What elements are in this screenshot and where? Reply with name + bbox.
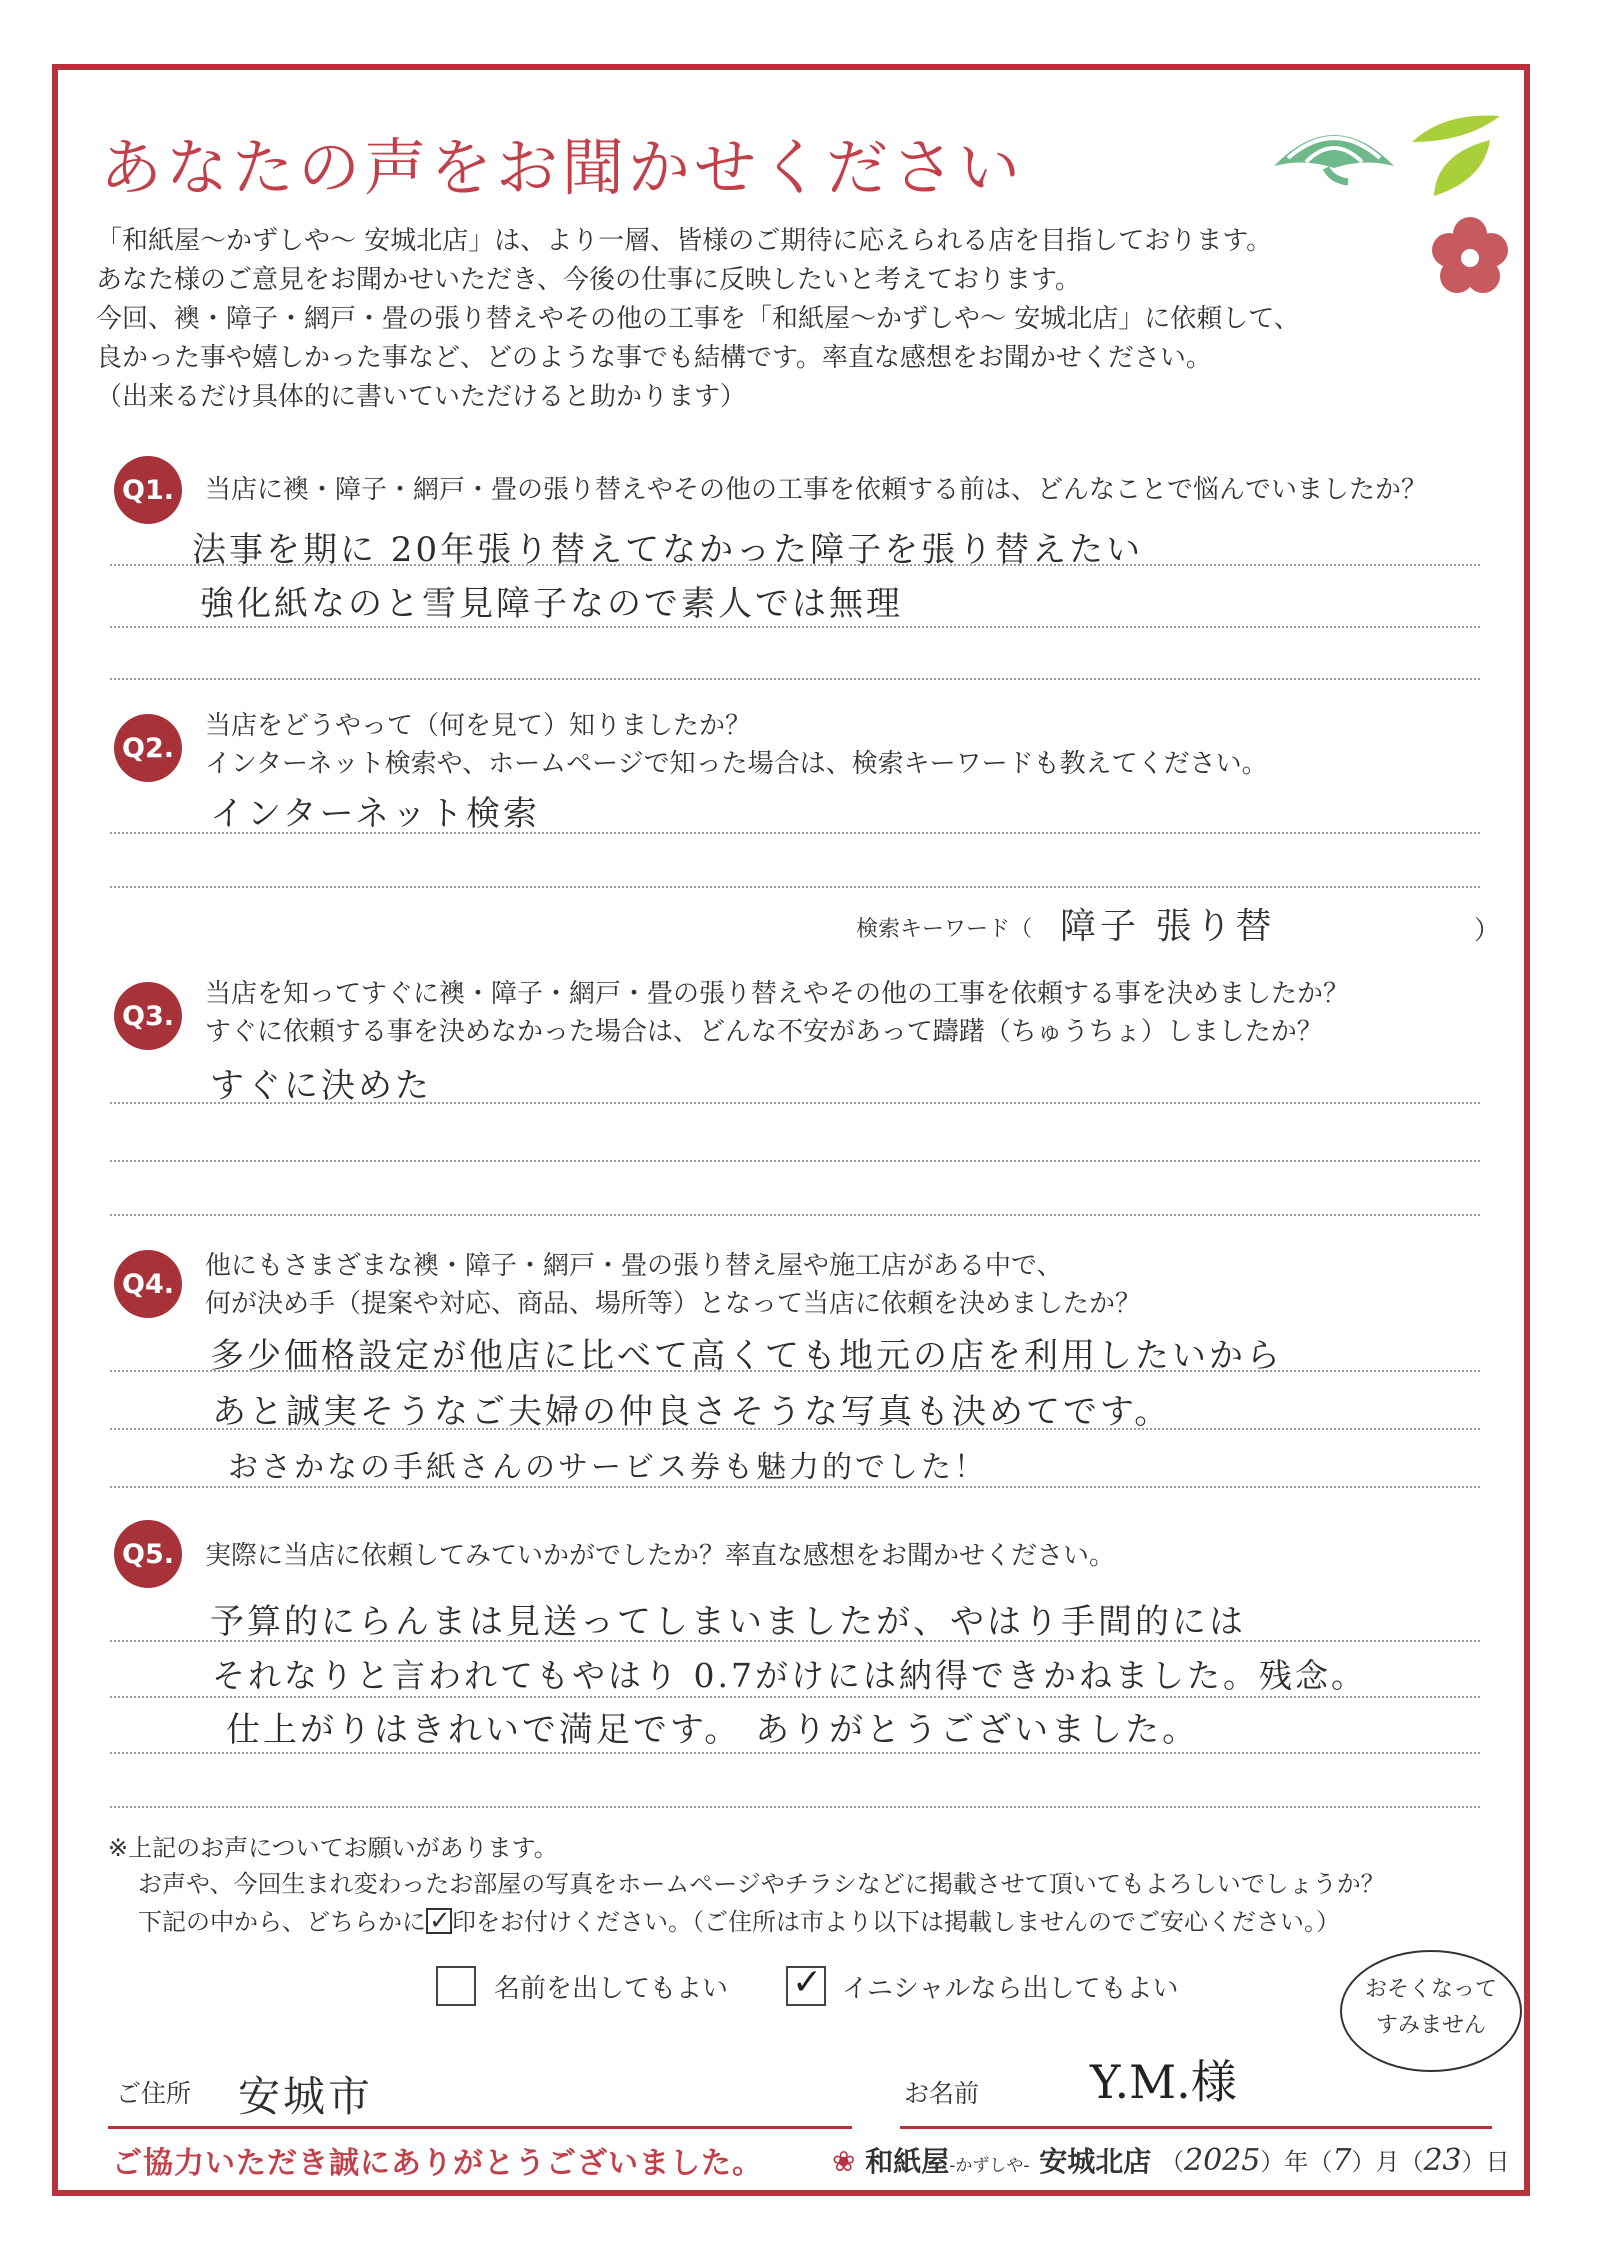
intro-line: あなた様のご意見をお聞かせいただき、今後の仕事に反映したいと考えております。: [96, 265, 1081, 295]
date-field: （2025）年（7）月（23）日: [1160, 2143, 1510, 2178]
q4-question: 他にもさまざまな襖・障子・網戸・畳の張り替え屋や施工店がある中で、: [205, 1251, 1063, 1281]
store-logo-icon: ❀: [832, 2145, 856, 2178]
q1-answer-line: 法事を期に 20年張り替えてなかった障子を張り替えたい: [192, 530, 1144, 570]
q1-badge: Q1.: [114, 456, 182, 524]
answer-rule: [110, 1696, 1480, 1698]
consent-note-part: 下記の中から、どちらかに: [138, 1908, 426, 1936]
answer-rule: [110, 1428, 1480, 1430]
q5-badge: Q5.: [114, 1520, 182, 1588]
apology-bubble: [1340, 1950, 1522, 2072]
keyword-label: 検索キーワード（: [856, 917, 1033, 942]
name-value: Y.M.様: [1090, 2055, 1237, 2109]
answer-rule: [110, 1486, 1480, 1488]
pine-icon: [1268, 108, 1400, 188]
q4-answer-line: あと誠実そうなご夫婦の仲良さそうな写真も決めてです。: [212, 1392, 1172, 1432]
option-label-initials-ok: イニシャルなら出してもよい: [842, 1974, 1179, 2004]
checkbox-name-ok[interactable]: [436, 1966, 476, 2006]
day-unit: 日: [1485, 2148, 1510, 2176]
q3-question: 当店を知ってすぐに襖・障子・網戸・畳の張り替えやその他の工事を依頼する事を決めましたか？: [205, 979, 1350, 1009]
check-mark-icon: [426, 1908, 452, 1934]
q5-question: 実際に当店に依頼してみていかがでしたか？率直な感想をお聞かせください。: [205, 1541, 1116, 1571]
name-label: お名前: [904, 2079, 980, 2108]
answer-rule: [110, 1102, 1480, 1104]
intro-line: 良かった事や嬉しかった事など、どのような事でも結構です。率直な感想をお聞かせください。: [96, 343, 1212, 373]
q3-answer-line: すぐに決めた: [210, 1066, 432, 1106]
q5-answer-line: 仕上がりはきれいで満足です。 ありがとうございました。: [226, 1710, 1200, 1750]
month-unit: 月: [1375, 2148, 1400, 2176]
plum-blossom-icon: [1428, 214, 1512, 298]
logo-main: 和紙屋: [865, 2145, 950, 2178]
date-month: 7: [1332, 2143, 1352, 2178]
consent-note: お声や、今回生まれ変わったお部屋の写真をホームページやチラシなどに掲載させて頂いてもよろしいでしょうか？: [138, 1870, 1385, 1898]
intro-text: [96, 222, 1416, 417]
keyword-close: ）: [1474, 916, 1501, 946]
answer-rule: [110, 1370, 1480, 1372]
q2-question: 当店をどうやって（何を見て）知りましたか？: [205, 711, 752, 741]
intro-line: 今回、襖・障子・網戸・畳の張り替えやその他の工事を「和紙屋〜かずしや〜 安城北店」に依頼して、: [96, 304, 1300, 334]
answer-rule: [110, 564, 1480, 566]
option-label-name-ok: 名前を出してもよい: [494, 1974, 729, 2004]
answer-rule: [110, 1806, 1480, 1808]
checkbox-initials-ok[interactable]: [786, 1966, 826, 2006]
answer-rule: [110, 1214, 1480, 1216]
logo-store: 安城北店: [1039, 2145, 1152, 2178]
address-value: 安城市: [238, 2072, 374, 2121]
q5-answer-line: それなりと言われてもやはり 0.7がけには納得できかねました。残念。: [212, 1656, 1367, 1695]
answer-rule: [110, 1640, 1480, 1642]
bubble-line: おそくなって: [1364, 1977, 1497, 2002]
q4-answer-line: 多少価格設定が他店に比べて高くても地元の店を利用したいから: [210, 1336, 1283, 1376]
store-logo: [832, 2140, 1151, 2180]
q4-badge: Q4.: [114, 1250, 182, 1318]
keyword-value: 障子 張り替: [1060, 906, 1276, 947]
answer-rule: [110, 678, 1480, 680]
date-year: 2025: [1184, 2143, 1261, 2178]
consent-note-part: 印をお付けください。（ご住所は市より以下は掲載しませんのでご安心ください。）: [452, 1908, 1340, 1936]
intro-line: 「和紙屋〜かずしや〜 安城北店」は、より一層、皆様のご期待に応えられる店を目指しております。: [96, 226, 1273, 256]
answer-rule: [110, 832, 1480, 834]
bubble-line: すみません: [1375, 2013, 1486, 2038]
q1-question: 当店に襖・障子・網戸・畳の張り替えやその他の工事を依頼する前は、どんなことで悩んでいましたか？: [205, 475, 1428, 505]
date-day: 23: [1423, 2143, 1462, 2178]
address-label: ご住所: [116, 2079, 192, 2108]
consent-note: [138, 1904, 1340, 1940]
q2-question: インターネット検索や、ホームページで知った場合は、検索キーワードも教えてください。: [205, 749, 1268, 779]
thanks-message: ご協力いただき誠にありがとうございました。: [112, 2146, 763, 2181]
logo-sub: -かずしや-: [949, 2156, 1030, 2176]
answer-rule: [110, 1752, 1480, 1754]
answer-rule: [110, 626, 1480, 628]
q5-answer-line: 予算的にらんまは見送ってしまいましたが、やはり手間的には: [210, 1602, 1246, 1642]
q4-answer-line: おさかなの手紙さんのサービス券も魅力的でした！: [228, 1450, 987, 1485]
q2-answer-line: インターネット検索: [210, 794, 540, 834]
page-title: あなたの声をお聞かせください: [100, 131, 1025, 204]
intro-line: （出来るだけ具体的に書いていただけると助かります）: [96, 382, 747, 412]
bamboo-leaf-icon: [1404, 108, 1508, 204]
year-unit: 年: [1284, 2148, 1309, 2176]
answer-rule: [110, 886, 1480, 888]
consent-note: ※上記のお声についてお願いがあります。: [108, 1834, 558, 1862]
address-underline: [108, 2126, 852, 2129]
q2-badge: Q2.: [114, 714, 182, 782]
q3-question: すぐに依頼する事を決めなかった場合は、どんな不安があって躊躇（ちゅうちょ）しましたか？: [205, 1017, 1323, 1047]
q1-answer-line: 強化紙なのと雪見障子なので素人では無理: [200, 584, 903, 624]
q3-badge: Q3.: [114, 982, 182, 1050]
q4-question: 何が決め手（提案や対応、商品、場所等）となって当店に依頼を決めましたか？: [205, 1289, 1142, 1319]
answer-rule: [110, 1160, 1480, 1162]
name-underline: [900, 2126, 1492, 2129]
